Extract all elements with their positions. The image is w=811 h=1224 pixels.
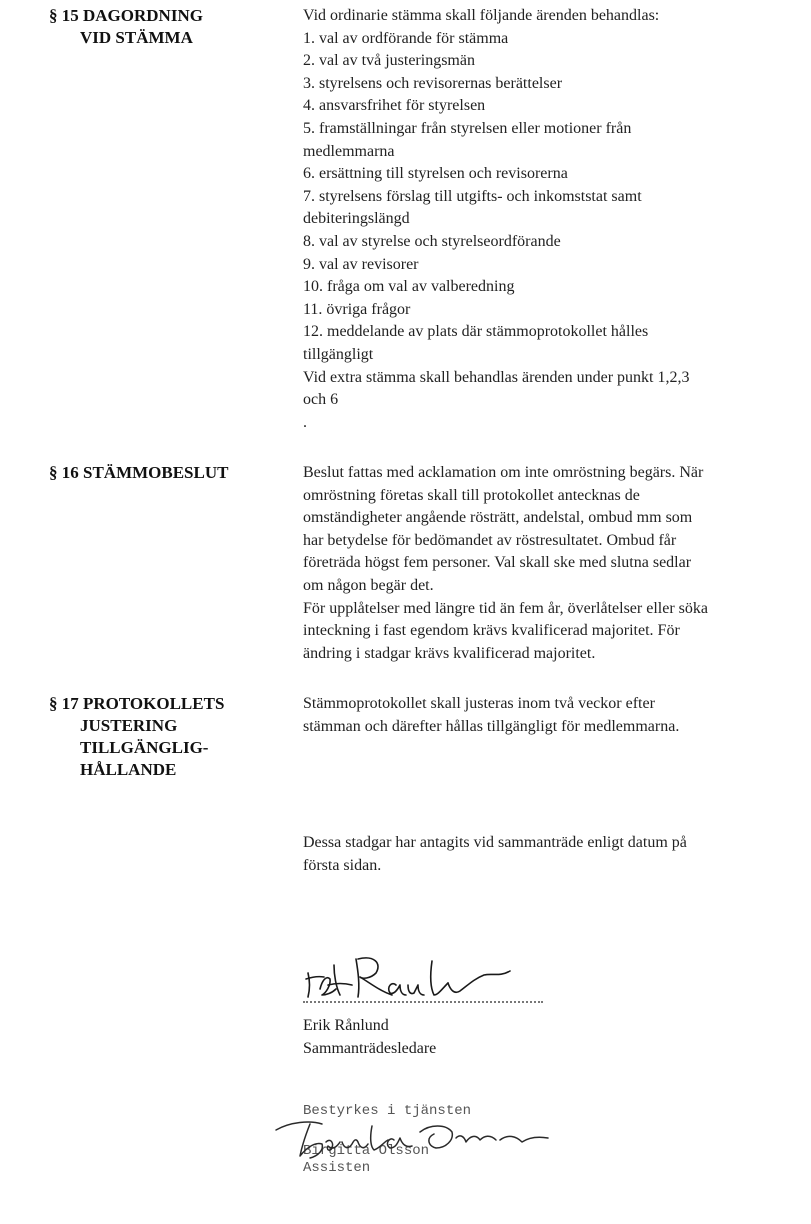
text-line: Beslut fattas med acklamation om inte omröstning begärs. När (303, 464, 704, 481)
heading-line: § 16 STÄMMOBESLUT (49, 463, 229, 482)
signatory-role: Sammanträdesledare (303, 1039, 437, 1057)
agenda-item-3: 3. styrelsens och revisorernas berättelser (303, 74, 563, 92)
stamp-line: Bestyrkes i tjänsten (303, 1103, 472, 1119)
signature-line (303, 1001, 543, 1003)
heading-line: JUSTERING (80, 716, 178, 735)
text-line: företräda högst fem personer. Val skall ske med slutna sedlar (303, 554, 692, 572)
text-line: . (303, 413, 307, 431)
text-line: medlemmarna (303, 142, 395, 160)
signatory-name: Erik Rånlund (303, 1017, 389, 1034)
section-15-body (303, 5, 803, 434)
text-line: om någon begär det. (303, 576, 434, 594)
signatory-block (303, 1015, 436, 1060)
agenda-item-9: 9. val av revisorer (303, 255, 419, 273)
agenda-item-10: 10. fråga om val av valberedning (303, 278, 515, 296)
agenda-item-5: 5. framställningar från styrelsen eller motioner från (303, 119, 632, 137)
section-16-heading (49, 462, 289, 484)
handwritten-signature (300, 945, 520, 1005)
agenda-item-6: 6. ersättning till styrelsen och revisorerna (303, 165, 568, 183)
text-line: och 6 (303, 391, 339, 409)
agenda-item-7: 7. styrelsens förslag till utgifts- och inkomststat samt (303, 187, 642, 205)
agenda-item-12: 12. meddelande av plats där stämmoprotokollet hålles (303, 323, 649, 341)
heading-line: HÅLLANDE (80, 760, 177, 779)
text-line: Vid extra stämma skall behandlas ärenden under punkt 1,2,3 (303, 368, 690, 386)
text-line: ändring i stadgar krävs kvalificerad majoritet. (303, 644, 596, 662)
agenda-item-11: 11. övriga frågor (303, 300, 411, 318)
text-line: omständigheter angående rösträtt, andelstal, ombud mm som (303, 509, 693, 527)
text-line: första sidan. (303, 856, 382, 874)
text-line: För upplåtelser med längre tid än fem år, överlåtelser eller söka (303, 599, 708, 617)
closing-statement (303, 832, 803, 877)
section-17-heading (49, 693, 289, 781)
text-line: Stämmoprotokollet skall justeras inom två veckor efter (303, 695, 655, 712)
heading-line: § 17 PROTOKOLLETS (49, 694, 225, 713)
section-16-body (303, 462, 803, 665)
heading-line: § 15 DAGORDNING (49, 6, 203, 25)
handwritten-signature-certifier (270, 1112, 570, 1162)
agenda-item-4: 4. ansvarsfrihet för styrelsen (303, 97, 486, 115)
heading-line: VID STÄMMA (80, 28, 193, 47)
text-line: Dessa stadgar har antagits vid sammanträde enligt datum på (303, 834, 687, 851)
text-line: tillgängligt (303, 345, 374, 363)
text-line: stämman och därefter hållas tillgängligt för medlemmarna. (303, 717, 680, 735)
text-line: Vid ordinarie stämma skall följande ärenden behandlas: (303, 7, 660, 24)
text-line: har betydelse för bedömandet av röstresultatet. Ombud får (303, 531, 677, 549)
agenda-item-1: 1. val av ordförande för stämma (303, 29, 509, 47)
agenda-item-2: 2. val av två justeringsmän (303, 52, 475, 70)
stamp-title: Assisten (303, 1160, 371, 1176)
section-15-heading (49, 5, 289, 49)
agenda-item-8: 8. val av styrelse och styrelseordförande (303, 232, 561, 250)
text-line: inteckning i fast egendom krävs kvalificerad majoritet. För (303, 622, 680, 640)
text-line: omröstning företas skall till protokollet antecknas de (303, 486, 640, 504)
text-line: debiteringslängd (303, 210, 410, 228)
section-17-body (303, 693, 803, 738)
heading-line: TILLGÄNGLIG- (80, 738, 209, 757)
stamp-name: Birgitta Olsson (303, 1142, 430, 1159)
